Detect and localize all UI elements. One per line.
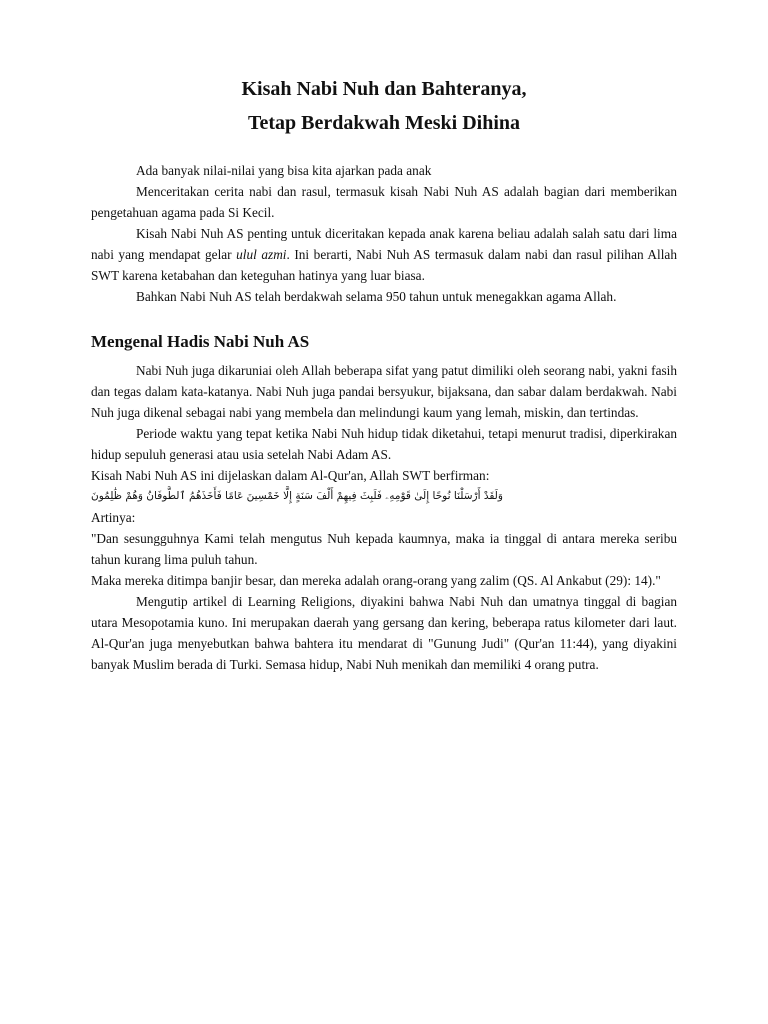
section-paragraph-1: Nabi Nuh juga dikaruniai oleh Allah beberapa sifat yang patut dimiliki oleh seorang nabi, yakni fasih dan tegas dalam kata-katanya. Nabi Nuh juga pandai bersyukur, bijaksana, dan sabar dalam berdakwah. Nabi Nuh juga dikenal sebagai nabi yang membela dan melindungi kaum yang lemah, miskin, dan tertindas. xyxy=(91,363,677,420)
section-paragraph-4: Mengutip artikel di Learning Religions, diyakini bahwa Nabi Nuh dan umatnya tinggal di bagian utara Mesopotamia kuno. Ini merupakan daerah yang gersang dan kering, beberapa ratus kilometer dari laut. Al-Qur'an juga menyebutkan bahwa bahtera itu mendarat di "Gunung Judi" (Qur'an 11:44), yang diyakini banyak Muslim berada di Turki. Semasa hidup, Nabi Nuh menikah dan memiliki 4 orang putra. xyxy=(91,594,677,672)
title-line-2: Tetap Berdakwah Meski Dihina xyxy=(247,112,521,134)
section-heading: Mengenal Hadis Nabi Nuh AS xyxy=(91,332,310,351)
translation-quote-2: Maka mereka ditimpa banjir besar, dan mereka adalah orang-orang yang zalim (QS. Al Ankabut (29): 14)." xyxy=(91,573,661,588)
section-paragraph-2: Periode waktu yang tepat ketika Nabi Nuh hidup tidak diketahui, tetapi menurut tradisi, diperkirakan hidup sepuluh generasi atau usia setelah Nabi Adam AS. xyxy=(91,426,677,462)
intro-paragraph-1: Ada banyak nilai-nilai yang bisa kita ajarkan pada anak xyxy=(136,163,432,178)
title-line-1: Kisah Nabi Nuh dan Bahteranya, xyxy=(241,78,527,100)
intro-paragraph-4: Bahkan Nabi Nuh AS telah berdakwah selama 950 tahun untuk menegakkan agama Allah. xyxy=(136,289,617,304)
ulul-azmi-term: ulul azmi xyxy=(236,247,287,262)
arabic-verse: وَلَقَدْ أَرْسَلْنَا نُوحًا إِلَىٰ قَوْمِهِۦ فَلَبِثَ فِيهِمْ أَلْفَ سَنَةٍ إِلَّا خَمْسِينَ عَامًا فَأَخَذَهُمُ ٱلطُّوفَانُ وَهُمْ ظَٰلِمُونَ xyxy=(91,490,503,502)
section-paragraph-3: Kisah Nabi Nuh AS ini dijelaskan dalam Al-Qur'an, Allah SWT berfirman: xyxy=(91,468,490,483)
translation-quote-1: "Dan sesungguhnya Kami telah mengutus Nuh kepada kaumnya, maka ia tinggal di antara mereka seribu tahun kurang lima puluh tahun. xyxy=(91,531,677,567)
intro-paragraph-3-text-b: . Ini berarti, Nabi Nuh AS termasuk dalam nabi dan rasul pilihan Allah SWT karena ketabahan dan keteguhan hatinya yang luar biasa. xyxy=(91,247,677,283)
document-title xyxy=(0,72,768,140)
intro-paragraph-3 xyxy=(91,223,677,286)
intro-paragraph-2: Menceritakan cerita nabi dan rasul, termasuk kisah Nabi Nuh AS adalah bagian dari memberikan pengetahuan agama pada Si Kecil. xyxy=(91,184,677,220)
artinya-label: Artinya: xyxy=(91,510,136,525)
intro-paragraph-3-text-a: Kisah Nabi Nuh AS penting untuk diceritakan kepada anak karena beliau adalah salah satu dari lima nabi yang mendapat gelar xyxy=(91,226,677,262)
document-body xyxy=(91,160,677,675)
